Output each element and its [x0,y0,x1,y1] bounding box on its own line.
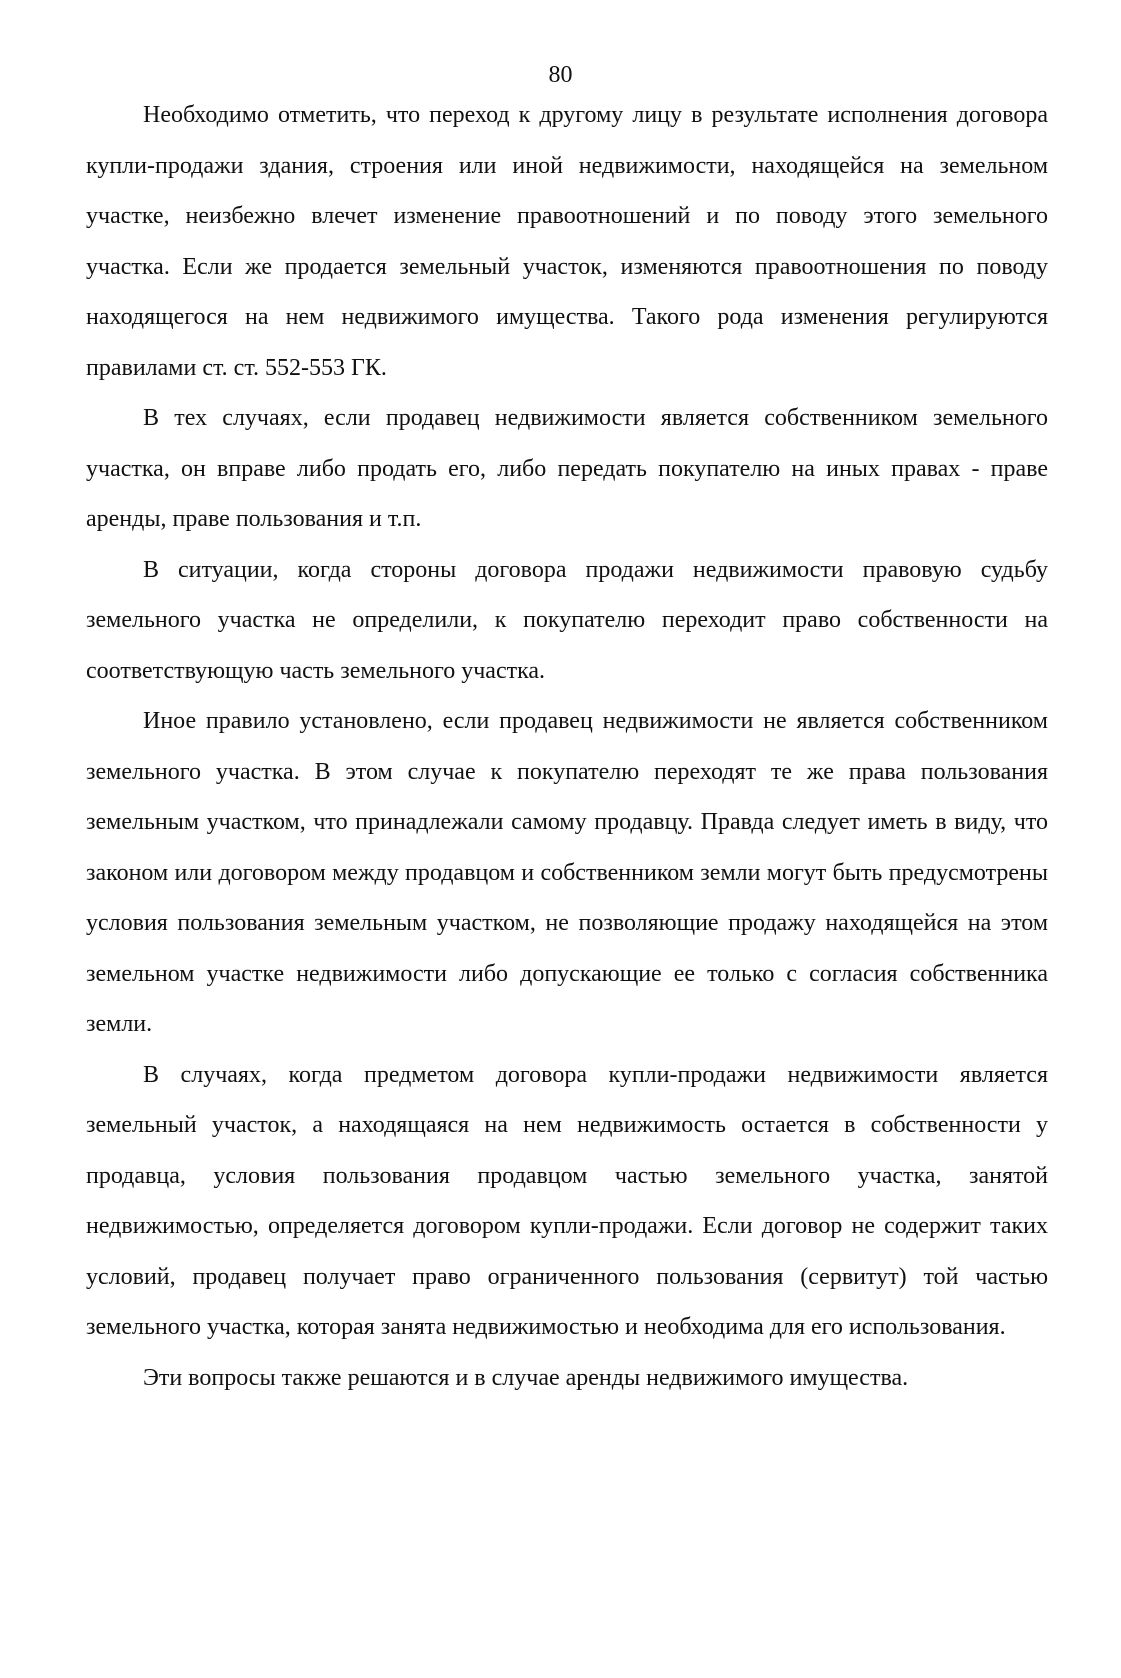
paragraph-2: В тех случаях, если продавец недвижимости является собственником земельного участка, он вправе либо продать его, либо передать покупателю на иных правах - праве аренды, праве пользования и т.п. [86,405,1048,532]
body-text [86,90,1048,1403]
page-number: 80 [548,62,573,88]
paragraph-6: Эти вопросы также решаются и в случае аренды недвижимого имущества. [143,1364,909,1391]
paragraph-3: В ситуации, когда стороны договора продажи недвижимости правовую судьбу земельного участка не определили, к покупателю переходит право собственности на соответствующую часть земельного участка. [86,556,1048,684]
paragraph-5: В случаях, когда предметом договора купли-продажи недвижимости является земельный участок, а находящаяся на нем недвижимость остается в собственности у продавца, условия пользования продавцом частью земельного участка, занятой недвижимостью, определяется договором купли-продажи. Если договор не содержит таких условий, продавец получает право ограниченного пользования (сервитут) той частью земельного участка, которая занята недвижимостью и необходима для его использования. [86,1061,1048,1340]
paragraph-1: Необходимо отметить, что переход к другому лицу в результате исполнения договора купли-продажи здания, строения или иной недвижимости, находящейся на земельном участке, неизбежно влечет изменение правоотношений и по поводу этого земельного участка. Если же продается земельный участок, изменяются правоотношения по поводу находящегося на нем недвижимого имущества. Такого рода изменения регулируются правилами ст. ст. 552-553 ГК. [86,102,1048,381]
paragraph-4: Иное правило установлено, если продавец недвижимости не является собственником земельного участка. В этом случае к покупателю переходят те же права пользования земельным участком, что принадлежали самому продавцу. Правда следует иметь в виду, что законом или договором между продавцом и собственником земли могут быть предусмотрены условия пользования земельным участком, не позволяющие продажу находящейся на этом земельном участке недвижимости либо допускающие ее только с согласия собственника земли. [86,708,1048,1037]
